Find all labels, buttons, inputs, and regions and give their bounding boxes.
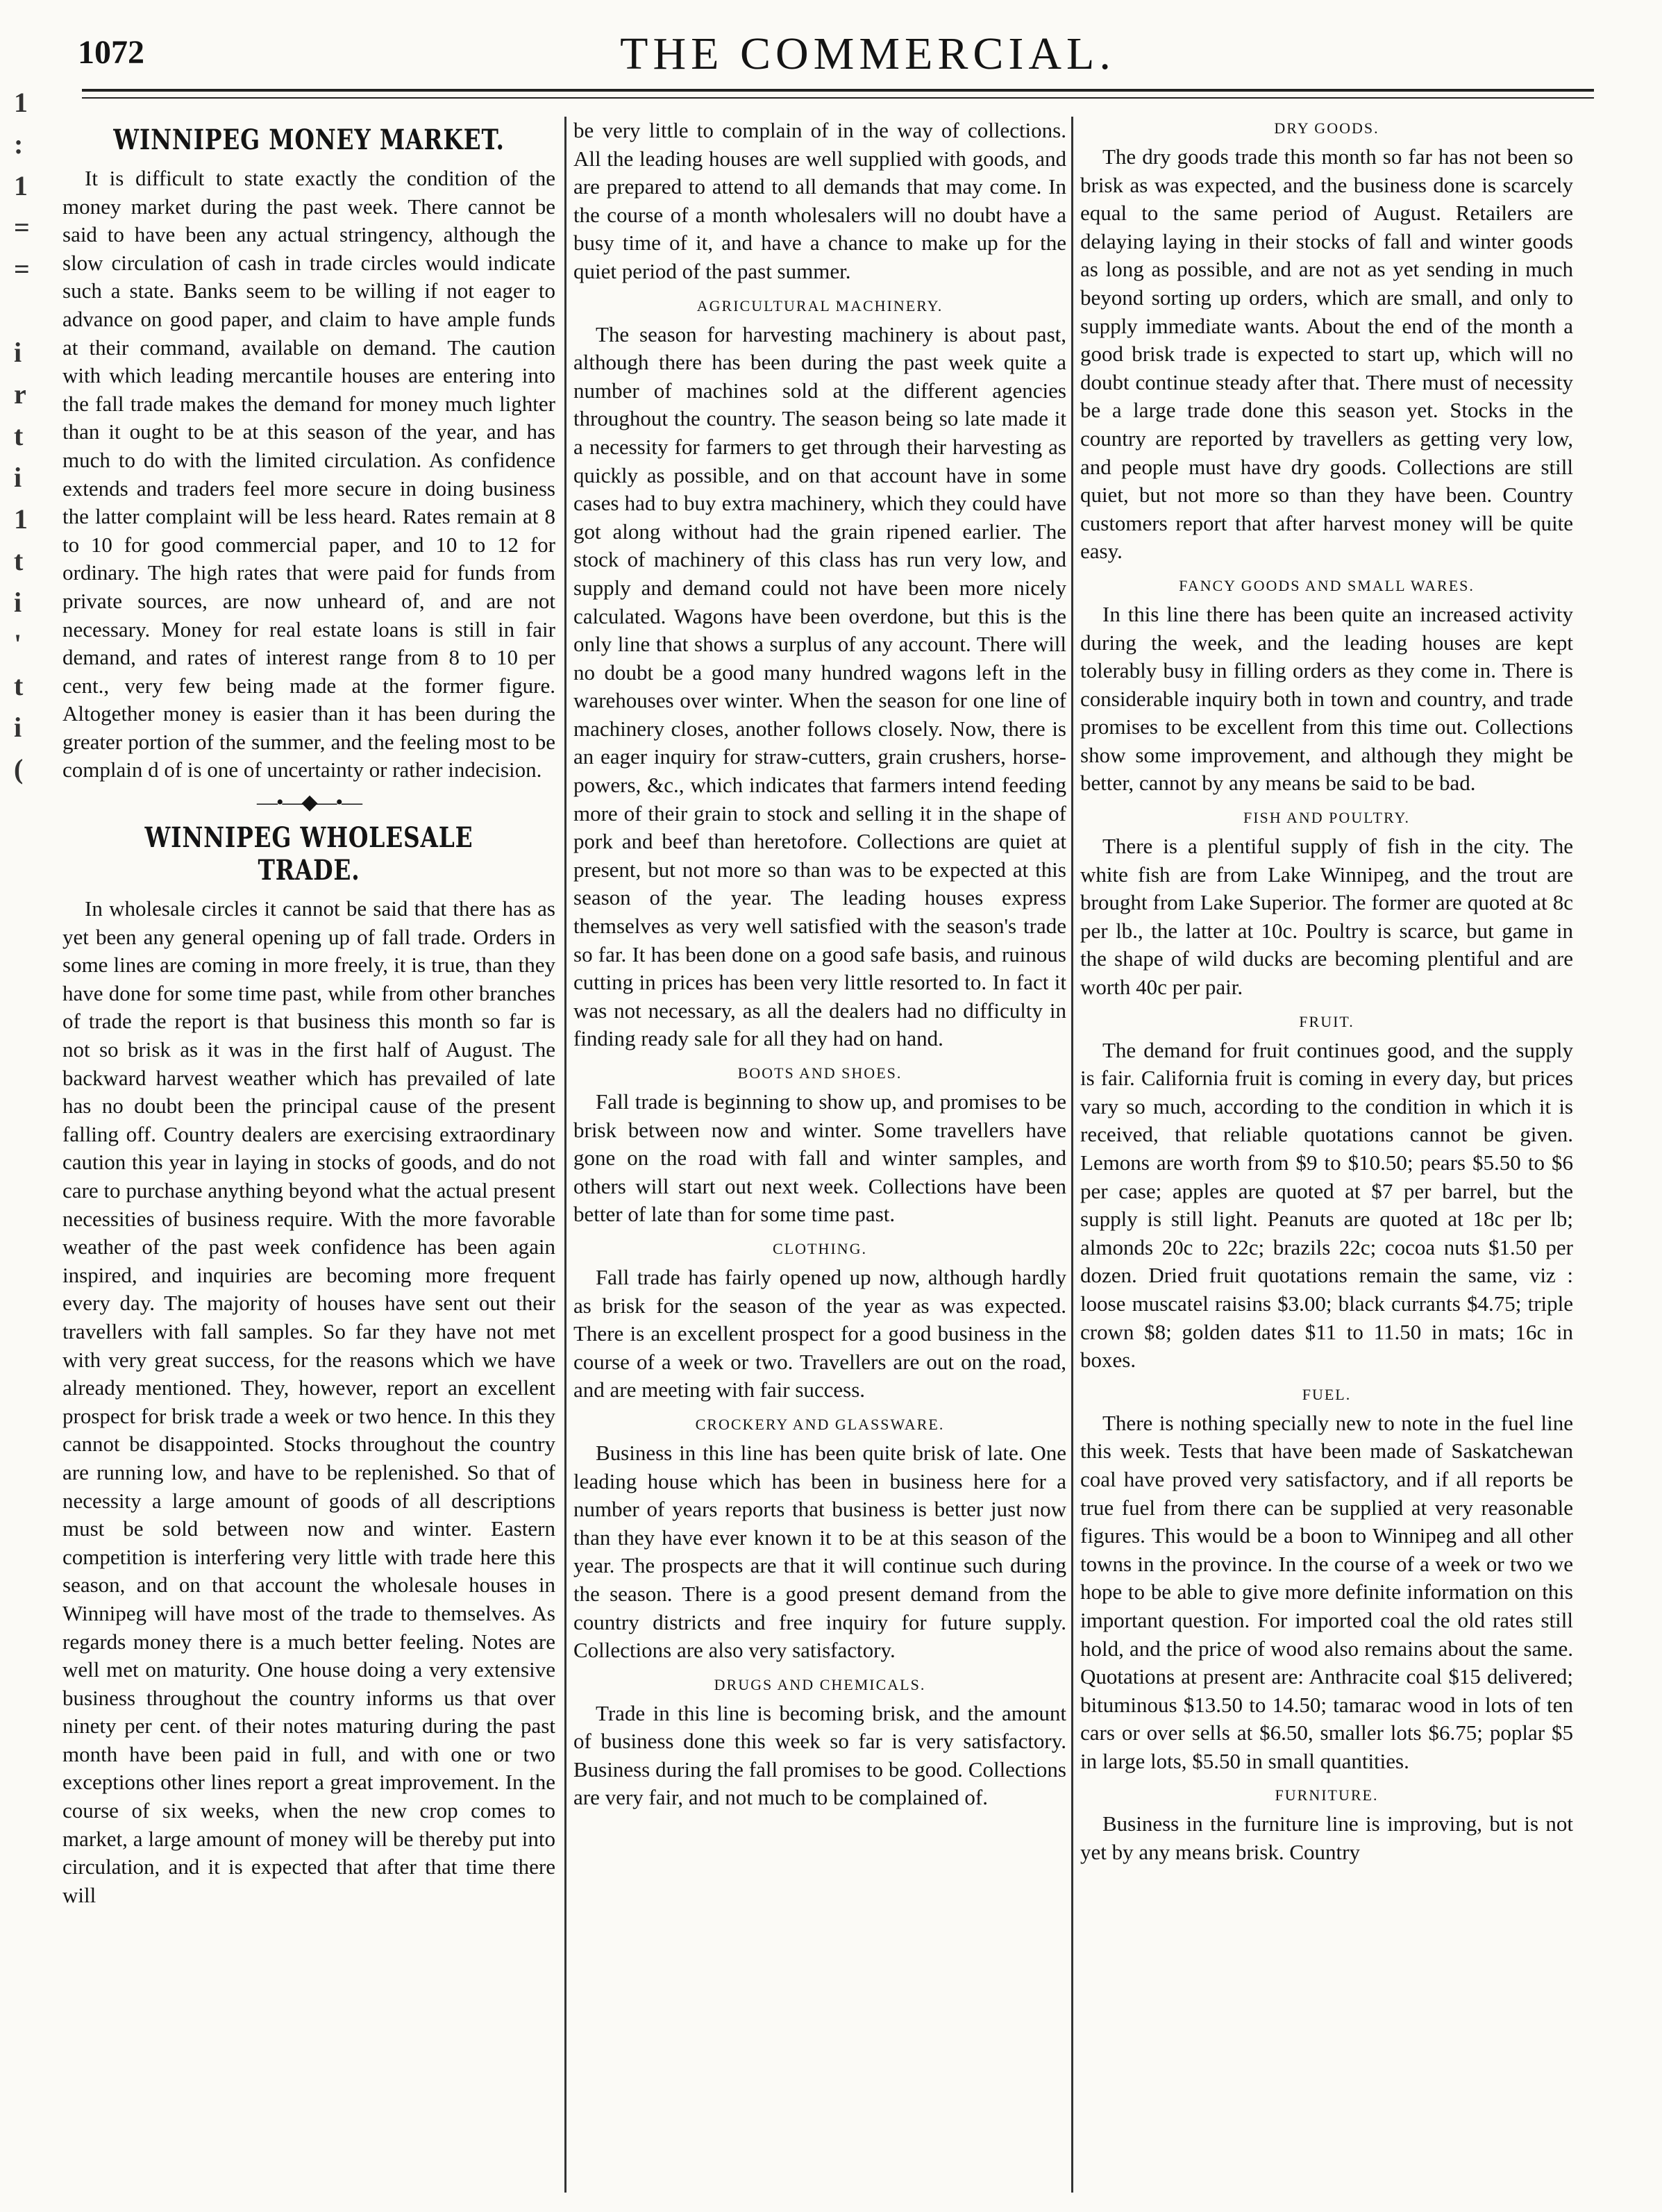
subhead-boots-and-shoes: BOOTS AND SHOES.	[737, 1064, 903, 1082]
subhead-fruit: FRUIT.	[1299, 1012, 1354, 1030]
subhead-drugs: DRUGS AND CHEMICALS.	[714, 1675, 926, 1693]
article-furniture: Business in the furniture line is improving, but is not yet by any means brisk. Country	[1080, 1811, 1573, 1865]
article-drugs: Trade in this line is becoming brisk, and the amount of business done this week so far is very satisfactory. Business during the fall promises to be good. Collections are very fair, and not much to be complained of.	[573, 1700, 1066, 1810]
header-rule-thick	[82, 89, 1594, 92]
column-1	[62, 117, 555, 2193]
column-rule-2	[1071, 117, 1073, 2193]
masthead	[0, 0, 1662, 104]
article-fuel: There is nothing specially new to note in the fuel line this week. Tests that have been made of Saskatchewan coal have proved very satisfactory, and if all reports be true fuel from there can be supplied at very reasonable figures. This would be a boon to Winnipeg and all other towns in the province. In the course of a week or two we hope to be able to give more definite information on this important question. For imported coal the old rates still hold, and the price of wood also remains about the same. Quotations at present are: Anthracite coal $15 delivered; bituminous $13.50 to 14.50; tamarac wood in lots of ten cars or over sells at $6.50, smaller lots $6.75; poplar $5 in large lots, $5.50 in small quantities.	[1080, 1410, 1573, 1773]
subhead-dry-goods: DRY GOODS.	[1274, 119, 1379, 137]
article-wholesale-trade: In wholesale circles it cannot be said that there has as yet been any general opening up of fall trade. Orders in some lines are coming in more freely, it is true, than they have done for some time past, while from other branches of trade the report is that business this month so far is not so brisk as it was in the first half of August. The backward harvest weather which has prevailed of late has no doubt been the principal cause of the present falling off. Country dealers are exercising extraordinary caution this year in laying in stocks of goods, and do not care to purchase anything beyond what the actual present necessities of business require. With the more favorable weather of the past week confidence has been again inspired, and inquiries are becoming more frequent every day. The majority of houses have sent out their travellers with fall samples. So far they have not met with very great success, for the reasons which we have already mentioned. They, however, report an excellent prospect for brisk trade a week or two hence. In this they cannot be disappointed. Stocks throughout the country are running low, and have to be replenished. So that of necessity a large amount of goods of all descriptions must be sold between now and winter. Eastern competition is interfering very little with trade here this season, and on that account the wholesale houses in Winnipeg will have most of the trade to themselves. As regards money there is a much better feeling. Notes are well met on maturity. One house doing a very extensive business throughout the country informs us that over ninety per cent. of their notes maturing during the past month have been paid in full, and with one or two exceptions other lines report a great improvement. In the course of six weeks, when the new crop comes to market, a large amount of money will be thereby put into circulation, and it is expected that after that time there will	[62, 896, 555, 1907]
headline-money-market: WINNIPEG MONEY MARKET.	[113, 124, 505, 156]
subhead-clothing: CLOTHING.	[773, 1239, 867, 1257]
article-dry-goods: The dry goods trade this month so far has not been so brisk as was expected, and the business done is scarcely equal to the same period of August. Retailers are delaying laying in their stocks of fall and winter goods as long as possible, and are not as yet sending in much beyond sorting up orders, which are small, and only to supply immediate wants. About the end of the month a good brisk trade is expected to start up, which will no doubt continue steady after that. There must of necessity be a large trade done this season yet. Stocks in the country are reported by travellers as getting very low, and people must have dry goods. Collections are still quiet, but not more so than they have been. Country customers report that after harvest money will be quite easy.	[1080, 144, 1573, 564]
article-clothing: Fall trade has fairly opened up now, although hardly as brisk for the season of the year as was expected. There is an excellent prospect for a good business in the course of a week or two. Travellers are out on the road, and are meeting with fair success.	[573, 1264, 1066, 1402]
section-divider: —•—◆—•—	[256, 791, 362, 814]
column-3	[1080, 117, 1573, 2193]
article-fish-poultry: There is a plentiful supply of fish in the city. The white fish are from Lake Winnipeg, and the trout are brought from Lake Superior. The former are quoted at 8c per lb., the latter at 10c. Poultry is scarce, but game in the shape of wild ducks are becoming plentiful and are worth 40c per pair.	[1080, 834, 1573, 1000]
article-crockery: Business in this line has been quite brisk of late. One leading house which has been in business here for a number of years reports that business is better just now than they have ever known it to be at this season of the year. The prospects are that it will continue such during the season. There is a good present demand from the country districts and free inquiry for future supply. Collections are also very satisfactory.	[573, 1440, 1066, 1663]
subhead-fish-poultry: FISH AND POULTRY.	[1243, 809, 1410, 827]
article-fancy-goods: In this line there has been quite an increased activity during the week, and the leading houses are kept tolerably busy in filling orders as they come in. There is considerable inquiry both in town and country, and trade promises to be excellent from this time out. Collections show some improvement, and although they might be better, cannot by any means be said to be bad.	[1080, 601, 1573, 796]
binding-margin-marks: 1 : 1 = = i r t i 1 t i ' t i (	[14, 87, 30, 785]
article-money-market: It is difficult to state exactly the condition of the money market during the past week. There cannot be said to have been any actual stringency, although the slow circulation of cash in trade circles would indicate such a state. Banks seem to be willing if not eager to advance on good paper, and claim to have ample funds at their command, available on demand. The caution with which leading mercantile houses are entering into the fall trade makes the demand for money much lighter than it ought to be at this season of the year, and has much to do with the limited circulation. As confidence extends and traders feel more secure in doing business the latter complaint will be less heard. Rates remain at 8 to 10 for good commercial paper, and 10 to 12 for ordinary. The high rates that were paid for funds from private sources, are now unheard of, and are not necessary. Money for real estate loans is still in fair demand, and rates of interest range from 8 to 10 per cent., very few being made at the former figure. Altogether money is easier than it has been during the greater portion of the summer, and the feeling most to be complain d of is one of uncertainty or rather indecision.	[62, 166, 555, 782]
article-wholesale-continued: be very little to complain of in the way of collections. All the leading houses are well supplied with goods, and are prepared to attend to all demands that may come. In the course of a month wholesalers will no doubt have a busy time of it, and have a chance to make up for the quiet period of the past summer.	[573, 118, 1066, 283]
column-2	[573, 117, 1066, 2193]
headline-wholesale-trade: WINNIPEG WHOLESALE TRADE.	[144, 821, 473, 887]
subhead-agricultural-machinery: AGRICULTURAL MACHINERY.	[696, 296, 943, 315]
column-rule-1	[564, 117, 566, 2193]
article-boots-and-shoes: Fall trade is beginning to show up, and promises to be brisk between now and winter. Some travellers have gone on the road with fall and winter samples, and others will start out next week. Collections have been better of late than for some time past.	[573, 1089, 1066, 1227]
journal-title: THE COMMERCIAL.	[620, 28, 1116, 79]
subhead-fuel: FUEL.	[1302, 1385, 1352, 1403]
subhead-furniture: FURNITURE.	[1275, 1786, 1379, 1804]
article-fruit: The demand for fruit continues good, and the supply is fair. California fruit is coming in every day, but prices vary so much, according to the condition in which it is received, that reliable quotations cannot be given. Lemons are worth from $9 to $10.50; pears $5.50 to $6 per case; apples are quoted at $7 per barrel, but the supply is still light. Peanuts are quoted at 18c per lb; almonds 20c to 22c; brazils 22c; cocoa nuts $1.50 per dozen. Dried fruit quotations remain the same, viz : loose muscatel raisins $3.00; black currants $4.75; triple crown $8; golden dates $11 to 11.50 in mats; 16c in boxes.	[1080, 1037, 1573, 1373]
article-agricultural-machinery: The season for harvesting machinery is about past, although there has been during the past week quite a number of machines sold at the different agencies throughout the country. The season being so late made it a necessity for farmers to get through their harvesting as quickly as possible, and on that account have in some cases had to buy extra machinery, which they could have got along without had the grain ripened earlier. The stock of machinery of this class has run very low, and supply and demand could not have been more nicely calculated. Wagons have been overdone, but this is the only line that shows a surplus of any account. There will no doubt be a good many hundred wagons left in the warehouses over winter. When the season for one line of machinery closes, another follows closely. Now, there is an eager inquiry for straw-cutters, grain crushers, horse-powers, &c., which indicates that farmers intend feeding more of their grain to stock and selling it in the shape of pork and beef than heretofore. Collections are quiet at present, but not more so than was to be expected at this season of the year. The leading houses express themselves as very well satisfied with the season's trade so far. It has been done on a good safe basis, and ruinous cutting in prices has been very little resorted to. In fact it was not necessary, as all the dealers had no difficulty in finding ready sale for all they had on hand.	[573, 321, 1066, 1051]
subhead-fancy-goods: FANCY GOODS AND SMALL WARES.	[1179, 576, 1475, 594]
subhead-crockery: CROCKERY AND GLASSWARE.	[695, 1415, 945, 1433]
header-rule-thin	[82, 97, 1594, 99]
page-number: 1072	[78, 34, 144, 71]
